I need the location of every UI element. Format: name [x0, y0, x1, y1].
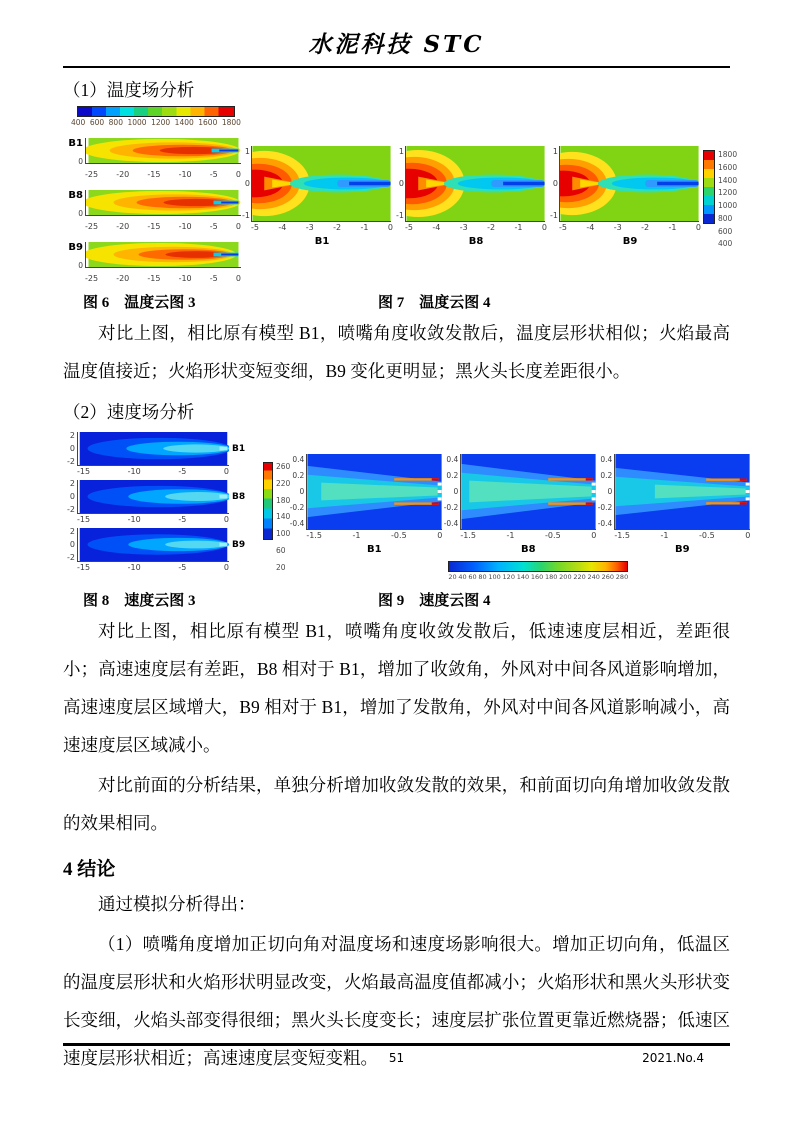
- tick-label: 140: [276, 512, 291, 522]
- tick-label: -1.5: [614, 531, 630, 540]
- fig9-panel-label-b1: B1: [367, 544, 382, 555]
- tick-label: -5: [209, 274, 218, 283]
- fig6-ytick: 0: [78, 209, 83, 218]
- tick-label: -2: [67, 505, 75, 514]
- tick-label: -1.5: [460, 531, 476, 540]
- tick-label: -5: [178, 467, 187, 476]
- tick-label: 0: [235, 222, 241, 231]
- fig8-yaxis-b8: [63, 480, 77, 514]
- fig7-caption: 图 7 温度云图 4: [378, 295, 491, 311]
- fig8-xaxis-b8: [77, 515, 229, 524]
- fig6-xaxis-b1: [85, 170, 241, 179]
- tick-label: 1000: [127, 118, 147, 127]
- journal-header-title: 水泥科技 STC: [308, 31, 485, 58]
- tick-label: -2: [487, 223, 496, 232]
- fig9-legend-labels: [448, 573, 628, 581]
- tick-label: 1800: [718, 150, 738, 159]
- tick-label: -3: [305, 223, 314, 232]
- tick-label: -1: [396, 211, 404, 220]
- fig6-panel-b9: [63, 237, 241, 273]
- tick-label: 0: [552, 179, 558, 188]
- tick-label: 0: [223, 563, 229, 572]
- tick-label: 0: [69, 444, 75, 453]
- fig8-legend-labels: [273, 462, 290, 572]
- fig6-ytick: 0: [78, 157, 83, 166]
- fig8-xaxis-b9: [77, 563, 229, 572]
- figure-8-velocity-contour: [63, 428, 290, 572]
- tick-label: 2: [69, 527, 75, 536]
- issue-number: 2021.No.4: [642, 1051, 704, 1065]
- paragraph-velocity-analysis: 对比上图，相比原有模型 B1，喷嘴角度收敛发散后，低速速度层相近，差距很小；高速速度层有差距，B8 相对于 B1，增加了收敛角，外风对中间各风道影响增加，高速速度层区域增大，B9 相对于 B1，增加了发散角，外风对中间各风道影响减小，高速速度层区域减小。: [63, 621, 730, 755]
- section-heading-velocity: （2）速度场分析: [63, 402, 195, 422]
- tick-label: 1400: [718, 175, 738, 185]
- tick-label: 1600: [718, 162, 738, 172]
- tick-label: -1: [550, 211, 558, 220]
- tick-label: -5: [209, 170, 218, 179]
- fig7-panel-b1: [241, 146, 393, 249]
- tick-label: 0: [437, 531, 443, 540]
- tick-label: -15: [77, 467, 91, 476]
- tick-label: 0: [69, 540, 75, 549]
- fig7-yaxis-b9: [549, 146, 559, 222]
- fig6-contour-b1: [85, 138, 241, 164]
- figure-7-temperature-contour: [241, 146, 737, 249]
- tick-label: -10: [178, 170, 192, 179]
- tick-label: 160: [530, 573, 544, 581]
- tick-label: 0.2: [292, 471, 305, 480]
- fig9-yaxis-b8: [444, 454, 460, 530]
- fig9-panel-b9: [598, 454, 750, 557]
- tick-label: 240: [587, 573, 600, 581]
- tick-label: -1: [242, 211, 250, 220]
- tick-label: -10: [178, 274, 192, 283]
- tick-label: 2: [69, 431, 75, 440]
- tick-label: 800: [108, 118, 123, 127]
- fig8-caption: 图 8 速度云图 3: [83, 593, 196, 609]
- tick-label: -2: [67, 457, 75, 466]
- tick-label: 1: [244, 147, 250, 156]
- tick-label: -1: [352, 531, 361, 540]
- fig9-caption: 图 9 速度云图 4: [378, 593, 491, 609]
- tick-label: 0.4: [292, 455, 305, 464]
- tick-label: 1: [552, 147, 558, 156]
- tick-label: 80: [478, 573, 487, 581]
- tick-label: -4: [278, 223, 287, 232]
- tick-label: -15: [147, 222, 161, 231]
- fig8-legend-colorbar: [263, 462, 273, 540]
- tick-label: -25: [85, 274, 99, 283]
- tick-label: -10: [178, 222, 192, 231]
- tick-label: 100: [488, 573, 501, 581]
- fig6-xaxis-b9: [85, 274, 241, 283]
- tick-label: 180: [276, 495, 291, 505]
- tick-label: -15: [77, 515, 91, 524]
- tick-label: 1800: [221, 118, 241, 127]
- fig8-panel-label-b9: B9: [232, 540, 246, 550]
- fig8-panel-b1: [63, 432, 263, 466]
- tick-label: 0.4: [600, 455, 613, 464]
- tick-label: -5: [178, 515, 187, 524]
- tick-label: -25: [85, 170, 99, 179]
- tick-label: 20: [448, 573, 457, 581]
- tick-label: 40: [458, 573, 467, 581]
- tick-label: -0.2: [597, 503, 613, 512]
- tick-label: 600: [89, 118, 105, 127]
- fig8-panel-b9: [63, 528, 263, 562]
- fig6-colorbar: [77, 106, 235, 117]
- fig8-yaxis-b1: [63, 432, 77, 466]
- tick-label: -1.5: [306, 531, 322, 540]
- fig7-panel-b8: [395, 146, 547, 249]
- fig7-yaxis-b8: [395, 146, 405, 222]
- tick-label: -3: [613, 223, 622, 232]
- paragraph-comparison: 对比前面的分析结果，单独分析增加收敛发散的效果，和前面切向角增加收敛发散的效果相同。: [63, 775, 730, 833]
- tick-label: 600: [718, 226, 733, 236]
- fig7-yaxis-b1: [241, 146, 251, 222]
- tick-label: 400: [71, 118, 86, 127]
- fig6-contour-b8: [85, 190, 241, 216]
- figure-9-velocity-contour: [290, 428, 752, 581]
- figure-row-temperature: [63, 106, 738, 283]
- tick-label: 800: [718, 213, 733, 223]
- tick-label: -4: [586, 223, 595, 232]
- tick-label: -2: [333, 223, 342, 232]
- tick-label: 0: [398, 179, 404, 188]
- fig6-panel-label-b9: B9: [68, 242, 83, 253]
- fig9-legend-colorbar: [448, 561, 628, 572]
- fig6-panel-label-b8: B8: [68, 190, 83, 201]
- tick-label: -15: [77, 563, 91, 572]
- tick-label: -0.2: [289, 503, 305, 512]
- tick-label: 20: [276, 562, 286, 572]
- fig9-yaxis-b9: [598, 454, 614, 530]
- tick-label: -5: [178, 563, 187, 572]
- tick-label: 220: [573, 573, 586, 581]
- tick-label: 0: [387, 223, 393, 232]
- tick-label: -2: [641, 223, 650, 232]
- tick-label: 0: [299, 487, 305, 496]
- fig7-legend: [703, 150, 737, 249]
- tick-label: -5: [405, 223, 413, 232]
- tick-label: 60: [468, 573, 477, 581]
- tick-label: 0: [607, 487, 613, 496]
- tick-label: 0: [695, 223, 701, 232]
- fig7-panel-label-b9: B9: [622, 236, 638, 247]
- paragraph-conclusion-item1: （1）喷嘴角度增加正切向角对温度场和速度场影响很大。增加正切向角，低温区的温度层形状和火焰形状明显改变，火焰最高温度值都减小；火焰形状和黑火头形状变长变细，火焰头部变得很细；黑火头长度变长；速度层扩张位置更靠近燃烧器；低速区速度层形状相近；高速速度层变短变粗。: [63, 934, 730, 1068]
- fig8-yaxis-b9: [63, 528, 77, 562]
- fig9-panel-b1: [290, 454, 442, 557]
- tick-label: -3: [459, 223, 468, 232]
- fig7-panel-b9: [549, 146, 701, 249]
- tick-label: 2: [69, 479, 75, 488]
- tick-label: 0: [745, 531, 751, 540]
- fig6-colorbar-labels: [71, 118, 241, 127]
- tick-label: 400: [718, 239, 733, 249]
- tick-label: -0.4: [443, 519, 459, 528]
- tick-label: 1000: [718, 201, 738, 211]
- tick-label: 120: [502, 573, 515, 581]
- tick-label: -15: [147, 170, 161, 179]
- fig9-contour-b9: [614, 454, 750, 530]
- tick-label: 1600: [198, 118, 218, 127]
- caption-row-velocity: [63, 589, 730, 610]
- fig9-panel-label-b8: B8: [521, 544, 536, 555]
- tick-label: 0: [235, 274, 241, 283]
- fig9-yaxis-b1: [290, 454, 306, 530]
- tick-label: -0.4: [289, 519, 305, 528]
- section-heading-conclusion: 4 结论: [63, 859, 116, 880]
- tick-label: -5: [559, 223, 567, 232]
- tick-label: -0.4: [597, 519, 613, 528]
- fig7-contour-b8: [405, 146, 545, 222]
- page-footer: [63, 1043, 730, 1065]
- tick-label: -20: [116, 170, 130, 179]
- fig7-legend-labels: [715, 150, 737, 249]
- fig7-legend-colorbar: [703, 150, 715, 224]
- fig7-panel-label-b1: B1: [314, 236, 330, 247]
- figure-row-velocity: [63, 428, 751, 581]
- tick-label: 0: [235, 170, 241, 179]
- tick-label: 0.4: [446, 455, 459, 464]
- tick-label: 140: [516, 573, 530, 581]
- tick-label: 180: [545, 573, 558, 581]
- tick-label: -1: [506, 531, 515, 540]
- tick-label: 200: [559, 573, 572, 581]
- tick-label: 0: [69, 492, 75, 501]
- fig8-panel-label-b8: B8: [232, 492, 246, 502]
- fig7-contour-b9: [559, 146, 699, 222]
- fig6-panel-b8: [63, 185, 241, 221]
- fig7-panel-label-b8: B8: [468, 236, 484, 247]
- tick-label: 0.2: [600, 471, 613, 480]
- fig8-panel-b8: [63, 480, 263, 514]
- tick-label: -20: [116, 274, 130, 283]
- tick-label: 260: [276, 462, 291, 471]
- fig9-legend: [448, 561, 628, 581]
- tick-label: -20: [116, 222, 130, 231]
- tick-label: 0: [244, 179, 250, 188]
- fig6-panel-label-b1: B1: [68, 138, 83, 149]
- tick-label: -0.5: [545, 531, 561, 540]
- tick-label: 0: [453, 487, 459, 496]
- fig9-panel-b8: [444, 454, 596, 557]
- tick-label: -2: [67, 553, 75, 562]
- fig8-contour-b1: [77, 432, 229, 466]
- tick-label: -0.5: [699, 531, 715, 540]
- page-number: 51: [388, 1051, 405, 1065]
- tick-label: 0: [541, 223, 547, 232]
- tick-label: -10: [127, 563, 141, 572]
- tick-label: 1: [398, 147, 404, 156]
- tick-label: 1200: [151, 118, 171, 127]
- fig8-legend: [263, 462, 290, 572]
- tick-label: -1: [514, 223, 523, 232]
- tick-label: -0.2: [443, 503, 459, 512]
- tick-label: -10: [127, 467, 141, 476]
- tick-label: 0: [223, 467, 229, 476]
- tick-label: 100: [276, 529, 291, 538]
- fig8-panel-label-b1: B1: [232, 444, 246, 454]
- tick-label: -1: [360, 223, 369, 232]
- caption-row-temperature: [63, 291, 730, 312]
- fig6-contour-b9: [85, 242, 241, 268]
- tick-label: 60: [276, 545, 286, 555]
- footer-divider: [63, 1043, 730, 1046]
- figure-6-temperature-contour: [63, 106, 241, 283]
- paragraph-temperature-analysis: 对比上图，相比原有模型 B1，喷嘴角度收敛发散后，温度层形状相似；火焰最高温度值接近；火焰形状变短变细，B9 变化更明显；黑火头长度差距很小。: [63, 323, 730, 381]
- tick-label: 0: [223, 515, 229, 524]
- fig9-contour-b1: [306, 454, 442, 530]
- tick-label: -1: [660, 531, 669, 540]
- tick-label: -25: [85, 222, 99, 231]
- fig6-ytick: 0: [78, 261, 83, 270]
- tick-label: 220: [276, 478, 291, 488]
- fig8-contour-b9: [77, 528, 229, 562]
- tick-label: 1400: [174, 118, 194, 127]
- section-heading-temperature: （1）温度场分析: [63, 80, 195, 100]
- tick-label: -5: [209, 222, 218, 231]
- fig7-contour-b1: [251, 146, 391, 222]
- fig8-contour-b8: [77, 480, 229, 514]
- fig8-xaxis-b1: [77, 467, 229, 476]
- tick-label: 1200: [718, 188, 738, 198]
- tick-label: -10: [127, 515, 141, 524]
- fig6-panel-b1: [63, 133, 241, 169]
- tick-label: 280: [615, 573, 629, 581]
- tick-label: 0: [591, 531, 597, 540]
- header-divider: [63, 66, 730, 68]
- fig9-panel-label-b9: B9: [675, 544, 690, 555]
- fig9-contour-b8: [460, 454, 596, 530]
- fig6-xaxis-b8: [85, 222, 241, 231]
- paragraph-conclusion-intro: 通过模拟分析得出：: [98, 894, 256, 914]
- tick-label: 260: [601, 573, 615, 581]
- tick-label: 0.2: [446, 471, 459, 480]
- tick-label: -4: [432, 223, 441, 232]
- tick-label: -1: [668, 223, 677, 232]
- fig6-caption: 图 6 温度云图 3: [83, 295, 196, 311]
- tick-label: -15: [147, 274, 161, 283]
- tick-label: -5: [251, 223, 259, 232]
- tick-label: -0.5: [391, 531, 407, 540]
